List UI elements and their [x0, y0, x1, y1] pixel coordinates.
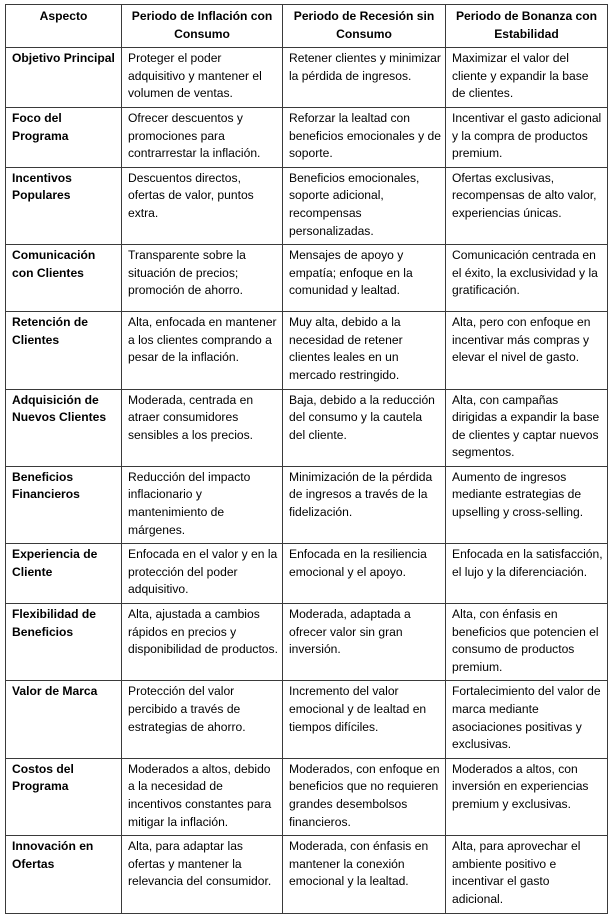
aspect-cell: Adquisición de Nuevos Clientes [6, 389, 122, 466]
recession-cell: Moderada, adaptada a ofrecer valor sin gran inversión. [283, 604, 446, 681]
table-row [6, 389, 608, 466]
aspect-cell: Objetivo Principal [6, 48, 122, 108]
bonanza-cell: Ofertas exclusivas, recompensas de alto valor, experiencias únicas. [446, 167, 608, 244]
table-row [6, 758, 608, 835]
inflation-cell: Alta, enfocada en mantener a los clientes comprando a pesar de la inflación. [122, 312, 283, 389]
bonanza-cell: Incentivar el gasto adicional y la compra de productos premium. [446, 107, 608, 167]
recession-cell: Minimización de la pérdida de ingresos a través de la fidelización. [283, 466, 446, 543]
table-row [6, 167, 608, 244]
recession-cell: Baja, debido a la reducción del consumo y la cautela del cliente. [283, 389, 446, 466]
bonanza-cell: Alta, con campañas dirigidas a expandir la base de clientes y captar nuevos segmentos. [446, 389, 608, 466]
header-inflation: Periodo de Inflación con Consumo [122, 5, 283, 48]
inflation-cell: Transparente sobre la situación de precios; promoción de ahorro. [122, 245, 283, 312]
inflation-cell: Moderados a altos, debido a la necesidad de incentivos constantes para mitigar la inflación. [122, 758, 283, 835]
bonanza-cell: Enfocada en la satisfacción, el lujo y la diferenciación. [446, 544, 608, 604]
aspect-cell: Incentivos Populares [6, 167, 122, 244]
recession-cell: Enfocada en la resiliencia emocional y el apoyo. [283, 544, 446, 604]
recession-cell: Beneficios emocionales, soporte adicional, recompensas personalizadas. [283, 167, 446, 244]
aspect-cell: Experiencia de Cliente [6, 544, 122, 604]
recession-cell: Reforzar la lealtad con beneficios emocionales y de soporte. [283, 107, 446, 167]
recession-cell: Mensajes de apoyo y empatía; enfoque en la comunidad y lealtad. [283, 245, 446, 312]
recession-cell: Muy alta, debido a la necesidad de retener clientes leales en un mercado restringido. [283, 312, 446, 389]
recession-cell: Moderada, con énfasis en mantener la conexión emocional y la lealtad. [283, 836, 446, 913]
recession-cell: Moderados, con enfoque en beneficios que no requieren grandes desembolsos financieros. [283, 758, 446, 835]
inflation-cell: Moderada, centrada en atraer consumidores sensibles a los precios. [122, 389, 283, 466]
aspect-cell: Foco del Programa [6, 107, 122, 167]
aspect-cell: Costos del Programa [6, 758, 122, 835]
table-row [6, 604, 608, 681]
bonanza-cell: Maximizar el valor del cliente y expandir la base de clientes. [446, 48, 608, 108]
bonanza-cell: Alta, con énfasis en beneficios que potencien el consumo de productos premium. [446, 604, 608, 681]
inflation-cell: Descuentos directos, ofertas de valor, puntos extra. [122, 167, 283, 244]
inflation-cell: Reducción del impacto inflacionario y mantenimiento de márgenes. [122, 466, 283, 543]
aspect-cell: Innovación en Ofertas [6, 836, 122, 913]
table-row [6, 48, 608, 108]
table-header-row [6, 5, 608, 48]
aspect-cell: Comunicación con Clientes [6, 245, 122, 312]
recession-cell: Retener clientes y minimizar la pérdida de ingresos. [283, 48, 446, 108]
table-row [6, 245, 608, 312]
table-row [6, 681, 608, 758]
aspect-cell: Valor de Marca [6, 681, 122, 758]
table-row [6, 544, 608, 604]
inflation-cell: Protección del valor percibido a través de estrategias de ahorro. [122, 681, 283, 758]
inflation-cell: Enfocada en el valor y en la protección del poder adquisitivo. [122, 544, 283, 604]
aspect-cell: Retención de Clientes [6, 312, 122, 389]
table-row [6, 836, 608, 913]
table-row [6, 466, 608, 543]
bonanza-cell: Fortalecimiento del valor de marca mediante asociaciones positivas y exclusivas. [446, 681, 608, 758]
inflation-cell: Ofrecer descuentos y promociones para contrarrestar la inflación. [122, 107, 283, 167]
header-recession: Periodo de Recesión sin Consumo [283, 5, 446, 48]
bonanza-cell: Moderados a altos, con inversión en experiencias premium y exclusivas. [446, 758, 608, 835]
inflation-cell: Alta, ajustada a cambios rápidos en precios y disponibilidad de productos. [122, 604, 283, 681]
aspect-cell: Flexibilidad de Beneficios [6, 604, 122, 681]
bonanza-cell: Aumento de ingresos mediante estrategias de upselling y cross-selling. [446, 466, 608, 543]
bonanza-cell: Alta, pero con enfoque en incentivar más compras y elevar el nivel de gasto. [446, 312, 608, 389]
comparison-table [5, 4, 608, 914]
bonanza-cell: Alta, para aprovechar el ambiente positivo e incentivar el gasto adicional. [446, 836, 608, 913]
bonanza-cell: Comunicación centrada en el éxito, la exclusividad y la gratificación. [446, 245, 608, 312]
inflation-cell: Proteger el poder adquisitivo y mantener el volumen de ventas. [122, 48, 283, 108]
table-row [6, 312, 608, 389]
header-aspect: Aspecto [6, 5, 122, 48]
header-bonanza: Periodo de Bonanza con Estabilidad [446, 5, 608, 48]
recession-cell: Incremento del valor emocional y de lealtad en tiempos difíciles. [283, 681, 446, 758]
aspect-cell: Beneficios Financieros [6, 466, 122, 543]
table-row [6, 107, 608, 167]
inflation-cell: Alta, para adaptar las ofertas y mantener la relevancia del consumidor. [122, 836, 283, 913]
